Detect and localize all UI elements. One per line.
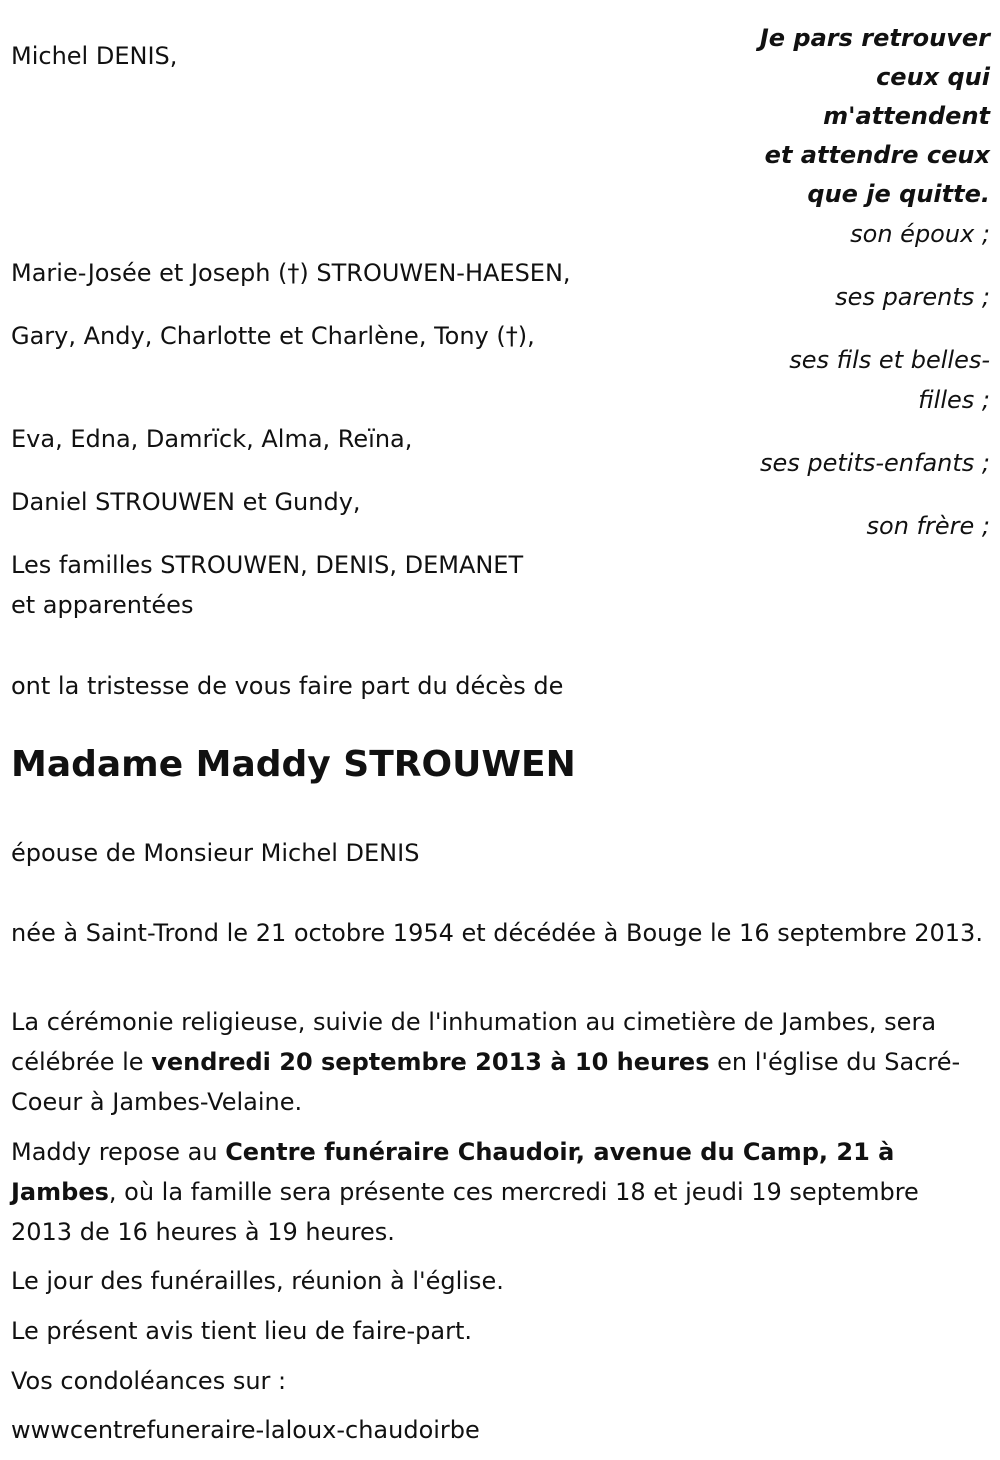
relation-frere: son frère ; — [866, 512, 990, 540]
family-brother: Daniel STROUWEN et Gundy, — [11, 488, 361, 516]
ceremony-date: vendredi 20 septembre 2013 à 10 heures — [151, 1048, 710, 1076]
family-extended-line1: Les familles STROUWEN, DENIS, DEMANET — [11, 551, 524, 579]
quote-line: Je pars retrouver — [759, 24, 990, 52]
family-children: Gary, Andy, Charlotte et Charlène, Tony (†), — [11, 322, 535, 350]
birth-death-info: née à Saint-Trond le 21 octobre 1954 et décédée à Bouge le 16 septembre 2013. — [11, 919, 983, 947]
relation-fils-line2: filles ; — [918, 386, 990, 414]
relation-epoux: son époux ; — [850, 220, 990, 248]
ceremony-intro: La cérémonie religieuse, suivie de l'inhumation au cimetière de Jambes, sera célébrée le — [11, 1008, 937, 1076]
ceremony-info — [11, 1002, 986, 1122]
rest-intro: Maddy repose au — [11, 1138, 226, 1166]
epitaph-quote — [760, 19, 990, 214]
rest-place: Centre funéraire Chaudoir, avenue du Camp, 21 à Jambes — [11, 1138, 895, 1206]
condolences-link[interactable]: wwwcentrefuneraire-laloux-chaudoirbe — [11, 1416, 480, 1444]
family-parents: Marie-Josée et Joseph (†) STROUWEN-HAESEN, — [11, 259, 571, 287]
quote-line: et attendre ceux — [764, 141, 990, 169]
quote-line: que je quitte. — [807, 180, 990, 208]
relation-fils-line1: ses fils et belles- — [789, 346, 990, 374]
quote-line: ceux qui — [876, 63, 990, 91]
spouse-name: Michel DENIS, — [11, 42, 178, 70]
quote-line: m'attendent — [823, 102, 990, 130]
notice-text: Le présent avis tient lieu de faire-part. — [11, 1317, 473, 1345]
rest-info — [11, 1132, 986, 1252]
deceased-name: Madame Maddy STROUWEN — [11, 744, 576, 785]
deceased-spouse: épouse de Monsieur Michel DENIS — [11, 839, 420, 867]
family-extended-line2: et apparentées — [11, 591, 194, 619]
family-grandchildren: Eva, Edna, Damrïck, Alma, Reïna, — [11, 425, 413, 453]
relation-petits-enfants: ses petits-enfants ; — [759, 449, 990, 477]
announcement: ont la tristesse de vous faire part du décès de — [11, 672, 564, 700]
ceremony-outro: en l'église du Sacré-Coeur à Jambes-Velaine. — [11, 1048, 961, 1116]
rest-outro: , où la famille sera présente ces mercredi 18 et jeudi 19 septembre 2013 de 16 heures à 19 heures. — [11, 1178, 919, 1246]
relation-parents: ses parents ; — [835, 283, 990, 311]
condolences-label: Vos condoléances sur : — [11, 1367, 287, 1395]
funeral-day-info: Le jour des funérailles, réunion à l'église. — [11, 1267, 504, 1295]
